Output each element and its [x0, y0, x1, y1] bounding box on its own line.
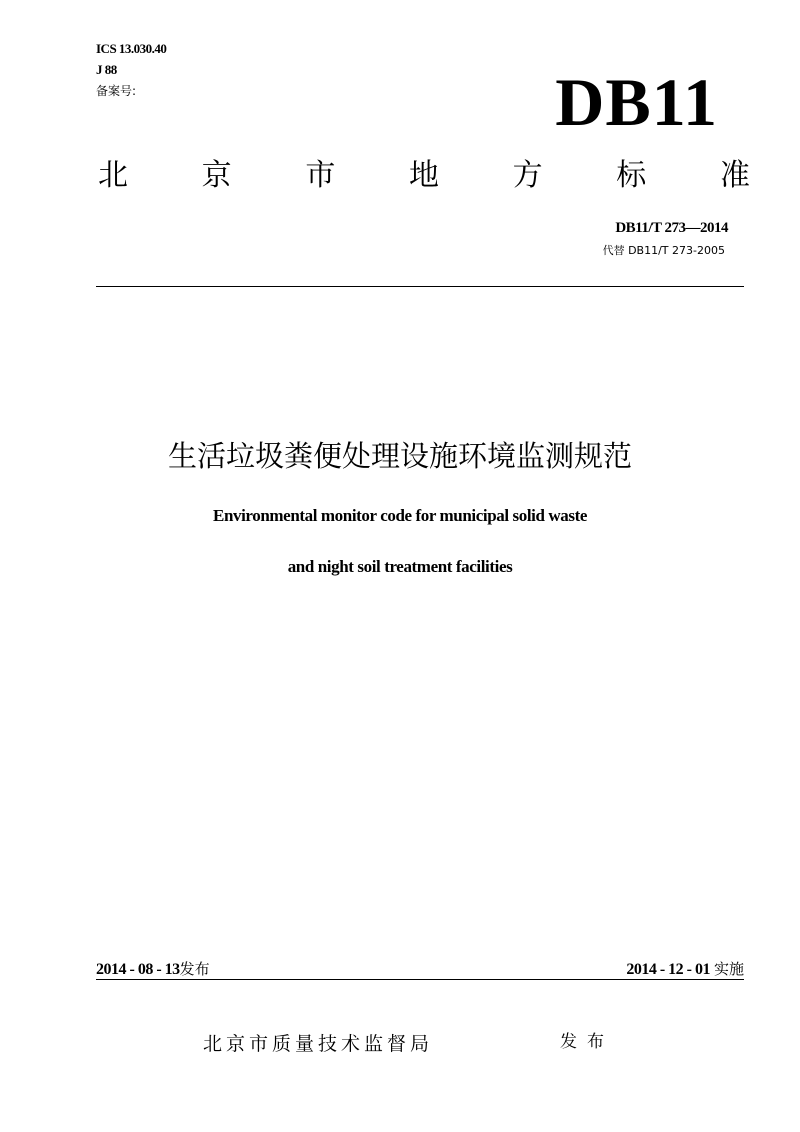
- ics-code: ICS 13.030.40: [96, 41, 167, 56]
- bottom-divider: [96, 979, 744, 980]
- standard-type-char: 标: [616, 158, 647, 193]
- implement-label: 实施: [713, 960, 744, 978]
- db11-logo: DB11: [555, 64, 718, 140]
- document-title-english-line2: and night soil treatment facilities: [287, 557, 513, 576]
- standard-type-char: 地: [408, 158, 439, 193]
- implement-date-value: 2014 - 12 - 01: [626, 961, 710, 978]
- standard-type-char: 市: [305, 158, 336, 193]
- replaces-note: 代替 DB11/T 273-2005: [602, 244, 725, 257]
- issue-action: 发布: [560, 1032, 614, 1052]
- standard-type-char: 京: [201, 158, 232, 193]
- top-divider: [96, 286, 744, 287]
- filing-number-label: 备案号:: [96, 84, 137, 98]
- document-title-english-line1: Environmental monitor code for municipal solid waste: [213, 506, 587, 525]
- implement-date: [626, 958, 744, 981]
- publish-date: [96, 958, 210, 981]
- document-title-chinese: 生活垃圾粪便处理设施环境监测规范: [167, 439, 632, 473]
- standard-type-char: 方: [512, 158, 543, 193]
- standard-type-char: 准: [719, 158, 750, 193]
- classification-code: J 88: [96, 62, 117, 77]
- standard-number: DB11/T 273—2014: [615, 220, 728, 236]
- standard-type-heading: [96, 156, 752, 196]
- standard-type-char: 北: [98, 158, 128, 193]
- publish-date-value: 2014 - 08 - 13: [96, 961, 180, 978]
- issuing-authority: 北京市质量技术监督局: [203, 1033, 434, 1055]
- publish-label: 发布: [179, 960, 210, 978]
